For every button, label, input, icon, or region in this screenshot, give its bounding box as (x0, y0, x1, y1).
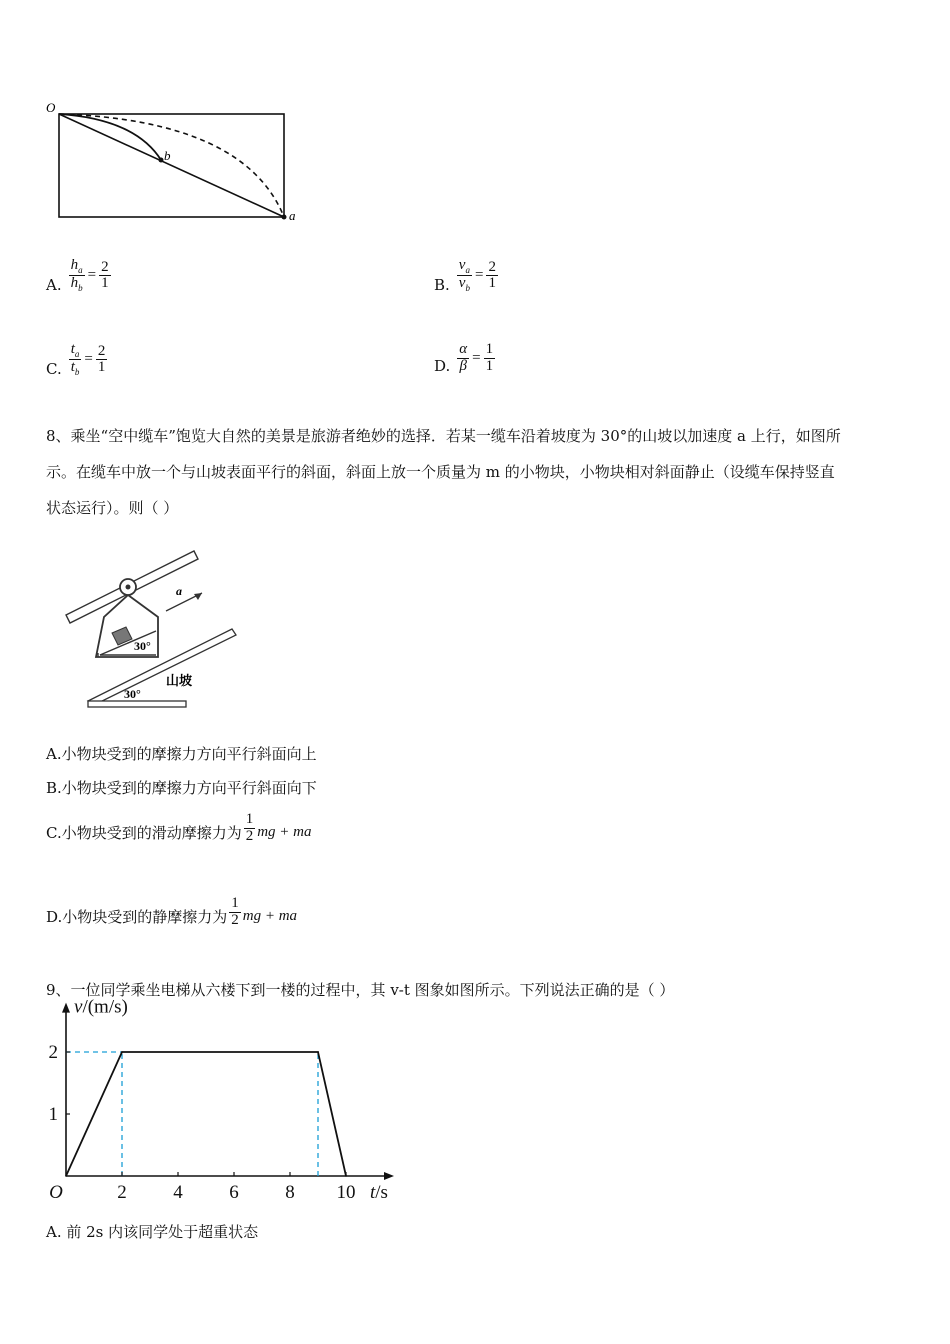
x-axis-label: t/s (370, 1182, 388, 1203)
option-letter: D. (434, 356, 451, 375)
cable-car-figure (60, 545, 250, 715)
frac-den-sub: b (465, 283, 470, 294)
data-point-0-0 (65, 1175, 67, 1177)
frac-num: h (70, 257, 79, 273)
data-point-0-1 (121, 1051, 123, 1053)
series-line-0 (66, 1052, 346, 1176)
point-a (282, 215, 287, 220)
q8-stem-line3: 状态运行）。则（ ） (46, 499, 179, 517)
frac-num-sub: a (465, 265, 470, 275)
cabin-angle-label: 30° (134, 639, 151, 653)
option-c-expr: mg + ma (257, 824, 312, 840)
q8-stem-line2: 示。在缆车中放一个与山坡表面平行的斜面，斜面上放一个质量为 m 的小物块，小物块相对斜面静止（设缆车保持竖直 (46, 463, 835, 481)
x-tick-label-2: 2 (117, 1182, 127, 1203)
label-b: b (164, 148, 171, 163)
frac-num: t (70, 341, 75, 357)
ratio-den: 1 (101, 275, 109, 292)
frac-den: β (459, 357, 467, 374)
slope-label: 山坡 (166, 673, 193, 688)
data-point-0-3 (345, 1175, 347, 1177)
frac-num: v (458, 257, 466, 273)
x-axis-arrow (384, 1172, 394, 1180)
x-tick-label-6: 6 (229, 1182, 239, 1203)
x-tick-label-4: 4 (173, 1182, 183, 1203)
q8-option-b[interactable]: B.小物块受到的摩擦力方向平行斜面向下 (46, 779, 317, 797)
frac-den: h (70, 275, 79, 292)
frac-den: v (458, 275, 466, 292)
label-O: O (46, 100, 56, 115)
y-tick-label-2: 2 (48, 1042, 58, 1063)
q8-option-d[interactable] (46, 896, 297, 929)
vt-chart (40, 996, 400, 1208)
origin-label: O (49, 1182, 63, 1203)
frac-den-sub: b (78, 283, 83, 294)
q8-stem-line1: 8、乘坐“空中缆车”饱览大自然的美景是旅游者绝妙的选择．若某一缆车沿着坡度为 30°的山坡以加速度 a 上行，如图所 (46, 427, 841, 445)
frac-num: 1 (231, 895, 239, 911)
q9-stem: 9、一位同学乘坐电梯从六楼下到一楼的过程中，其 v-t 图象如图所示。下列说法正确的是（ ） (46, 981, 675, 999)
acceleration-label: a (176, 584, 182, 598)
frac-num-sub: a (74, 349, 80, 359)
q9-option-a[interactable]: A. 前 2s 内该同学处于超重状态 (46, 1223, 259, 1241)
option-letter: A. (46, 275, 62, 294)
ratio-num: 2 (97, 342, 106, 359)
q8-option-a[interactable]: A.小物块受到的摩擦力方向平行斜面向上 (46, 745, 317, 763)
slope-line (88, 629, 236, 705)
ground-base (88, 701, 186, 707)
frac-den: 2 (245, 827, 254, 844)
y-tick-label-1: 1 (48, 1104, 58, 1125)
equals-sign: = (474, 267, 484, 284)
option-d-text: D.小物块受到的静摩擦力为 (46, 907, 228, 926)
projectile-figure (40, 95, 310, 230)
pulley-hub (126, 585, 131, 590)
equals-sign: = (87, 267, 97, 284)
x-tick-label-10: 10 (336, 1182, 356, 1203)
q8-option-c[interactable] (46, 812, 312, 845)
ratio-num: 2 (488, 258, 496, 275)
incline-line (59, 114, 284, 217)
x-tick-label-8: 8 (285, 1182, 295, 1203)
equals-sign: = (472, 349, 481, 366)
option-d-expr: mg + ma (242, 908, 298, 924)
ratio-num: 1 (485, 341, 494, 357)
frac-den: 2 (231, 911, 239, 928)
q7-option-a[interactable] (46, 258, 111, 294)
ratio-num: 2 (101, 258, 109, 275)
frac-den-sub: b (74, 367, 80, 378)
data-point-0-2 (317, 1051, 319, 1053)
q7-option-d[interactable] (434, 342, 495, 375)
option-letter: C. (46, 359, 62, 378)
slope-angle-label: 30° (124, 687, 141, 701)
ratio-den: 1 (97, 359, 106, 376)
label-a: a (289, 208, 296, 223)
frac-den: t (70, 359, 75, 376)
q8-stem (46, 418, 916, 526)
ratio-den: 1 (488, 275, 496, 292)
option-letter: B. (434, 275, 450, 294)
q7-option-b[interactable] (434, 258, 498, 294)
option-c-text: C.小物块受到的滑动摩擦力为 (46, 823, 242, 842)
frac-num-sub: a (78, 265, 83, 275)
y-axis-label: v/(m/s) (74, 996, 128, 1018)
q7-option-c[interactable] (46, 342, 107, 378)
ratio-den: 1 (485, 357, 494, 374)
equals-sign: = (84, 351, 93, 368)
frac-num: 1 (245, 811, 254, 827)
frac-num: α (459, 341, 468, 357)
point-b (159, 158, 164, 163)
